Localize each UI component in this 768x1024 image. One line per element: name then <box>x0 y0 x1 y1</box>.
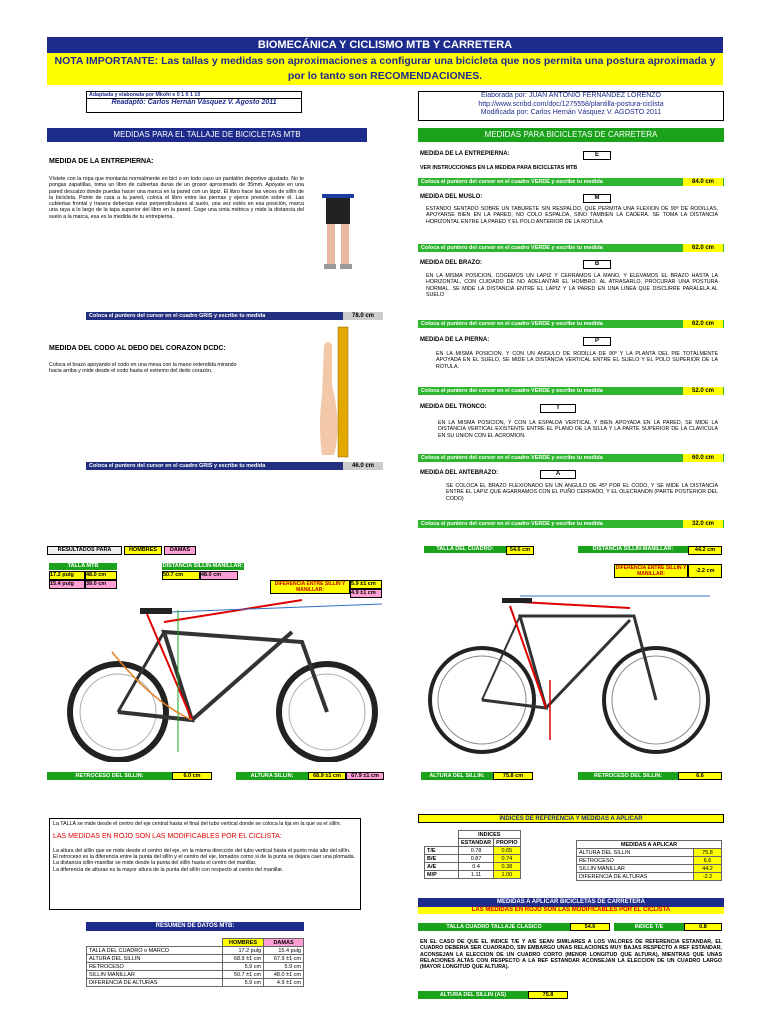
summary-col-damas: DAMAS <box>264 939 304 947</box>
talla-h-cm: 48.0 cm <box>85 571 117 580</box>
table-row <box>577 849 722 857</box>
road-pierna-code: P <box>583 337 611 346</box>
indices-label: A/E <box>425 863 459 871</box>
credits-left <box>86 91 302 113</box>
indices-table <box>424 830 521 879</box>
road-pierna-value[interactable]: 52.0 cm <box>683 387 723 395</box>
road-tronco-title: MEDIDA DEL TRONCO: <box>420 404 487 410</box>
dist-road-value: 44.2 cm <box>688 546 722 555</box>
explain-diferencia: La diferencia de alturas es la mayor altura de la punta del sillín con respecto al centro del manillar. <box>53 866 284 873</box>
summary-row-h: 5.9 cm <box>223 979 264 987</box>
road-muslo-code: M <box>583 194 611 203</box>
road-entrepierna-text: VER INSTRUCCIONES EN LA MEDIDA PARA BICICLETAS MTB <box>420 165 578 171</box>
credits-right-line3: Modificada por: Carlos Hernán Vásquez V. AGOSTO 2011 <box>480 109 662 116</box>
altura-mtb-h: 68.9 ±1 cm <box>308 772 346 780</box>
road-muslo-title: MEDIDA DEL MUSLO: <box>420 194 483 200</box>
mtb-entrepierna-value[interactable]: 78.0 cm <box>343 312 383 320</box>
table-row <box>577 865 722 873</box>
talla-d-pulg: 15.4 pulg <box>49 580 85 589</box>
retroceso-road-value: 6.6 <box>678 772 722 780</box>
road-tronco-code: T <box>540 404 576 413</box>
talla-road-value: 54.6 cm <box>506 546 534 555</box>
indices-label: M/P <box>425 871 459 879</box>
credits-left-line1: Adaptada y elaborada por Mkohi s 0 1 0 1 10 <box>87 92 301 99</box>
road-entrepierna-code: E <box>583 151 611 160</box>
mtb-bike-illustration <box>52 592 392 762</box>
rider-legs-illustration <box>318 190 358 280</box>
road-section-header: MEDIDAS PARA BICICLETAS DE CARRETERA <box>418 128 724 142</box>
summary-row-h: 17.2 pulg <box>223 947 264 955</box>
road-brazo-text: EN LA MISMA POSICION, COGEMOS UN LAPIZ Y CERRAMOS LA MANO, Y ELEVAMOS EL BRAZO HASTA LA HORIZONTAL, CON CUIDADO DE NO ADELANTAR EL HOMBRO. AL ATRASARLO, PROCURAR UNA POSTURA NORMAL. SE MIDE LA DISTANCIA ENTRE EL LAPIZ Y LA PARED EN UNA LINEA QUE DISCURRE PARALELA AL SUELO <box>426 273 718 298</box>
apply-value: 44.2 <box>694 865 722 873</box>
dif-mtb-d: 4.9 ±1 cm <box>350 589 382 598</box>
summary-row-h: 68.9 ±1 cm <box>223 955 264 963</box>
road-brazo-instruction: Coloca el puntero del cursor en el cuadro VERDE y escribe tu medida <box>421 321 603 327</box>
indices-label: B/E <box>425 855 459 863</box>
mtb-section-header: MEDIDAS PARA EL TALLAJE DE BICICLETAS MTB <box>47 128 367 142</box>
indices-prop: 0.38 <box>494 863 520 871</box>
mtb-entrepierna-text: Vístete con la ropa que montarás normalmente en bici o en todo caso un pantalón deportivo ajustado. No te pongas zapatillas, toma un libro de cubiertas duras de un grosor aproximado de 35mm. Apóyate en una pared descalzo donde puedas hacer una marca en la pared con un lápiz. El libro hace las veces de sillín de la bicicleta. Ponte de cara a la pared, coloca el libro entre las piernas y ejerce presión sobre él. Las cubiertas frontal y trasera deberían estar perpendiculares al suelo, una vez estés en esa posición, marca una raya a lo largo de la tapa superior del libro en la pared. Coge una cinta métrica y mide la distancia del suelo a la marca, esa es la medida de tu entrepierna. <box>49 176 304 220</box>
road-tronco-value[interactable]: 60.0 cm <box>683 454 723 462</box>
dist-mtb-d: 48.0 cm <box>200 571 238 580</box>
mtb-codo-input-bar <box>86 462 343 470</box>
road-muslo-text: ESTANDO SENTADO SOBRE UN TABURETE SIN RESPALDO, QUE PERMITA UNA FLEXION DE 90º DE RODILLAS, APOYARSE BIEN EN LA PARED, NO COLO ESPALDA, SINO TAMBIEN LA CADERA. SE TOMA LA DISTANCIA HORIZONTAL ENTRE LA PARED Y EL POLO ANTERIOR DE LA ROTULA <box>426 206 718 225</box>
talla-road-label: TALLA DEL CUADRO: <box>424 546 506 553</box>
results-label: RESULTADOS PARA <box>47 546 122 555</box>
road-antebrazo-input-bar <box>418 520 724 528</box>
summary-row-label: RETROCESO <box>87 963 223 971</box>
summary-header-blank <box>87 939 223 947</box>
summary-row-h: 50.7 ±1 cm <box>223 971 264 979</box>
apply-talla-label: TALLA CUADRO TALLAJE CLASICO <box>418 923 570 931</box>
mtb-codo-instruction: Coloca el puntero del cursor en el cuadro GRIS y escribe tu medida <box>89 463 266 469</box>
summary-row-label: TALLA DEL CUADRO o MARCO <box>87 947 223 955</box>
summary-row-label: SILLIN MANILLAR <box>87 971 223 979</box>
indices-prop: 0.74 <box>494 855 520 863</box>
road-tronco-input-bar <box>418 454 724 462</box>
altura-road-value: 75.8 cm <box>493 772 533 780</box>
dist-road-label: DISTANCIA SILLIN-MANILLAR: <box>578 546 688 553</box>
road-tronco-instruction: Coloca el puntero del cursor en el cuadro VERDE y escribe tu medida <box>421 455 603 461</box>
road-muslo-instruction: Coloca el puntero del cursor en el cuadro VERDE y escribe tu medida <box>421 245 603 251</box>
indices-std: 0.87 <box>459 855 494 863</box>
apply-indice-value: 0.8 <box>684 923 722 931</box>
credits-right-line1: Elaborada por: JUAN ANTONIO FERNANDEZ LORENZO <box>481 92 661 99</box>
credits-right-link[interactable]: http://www.scribd.com/doc/1275558/plantilla-postura-ciclista <box>478 100 664 108</box>
page-title: BIOMECÁNICA Y CICLISMO MTB Y CARRETERA <box>47 37 723 53</box>
apply-title: MEDIDAS A APLICAR <box>577 841 722 849</box>
dif-mtb-label: DIFERENCIA ENTRE SILLIN Y MANILLAR: <box>270 580 350 594</box>
mtb-entrepierna-title: MEDIDA DE LA ENTREPIERNA: <box>49 158 154 165</box>
indices-group: INDICES <box>459 831 521 839</box>
talla-mtb-label: TALLA MTB <box>49 563 117 570</box>
important-note: NOTA IMPORTANTE: Las tallas y medidas son aproximaciones a configurar una bicicleta que nos permita una postura aproximada y por lo tanto son RECOMENDACIONES. <box>47 53 723 85</box>
indices-prop: 0.65 <box>494 847 520 855</box>
indices-std: 1.11 <box>459 871 494 879</box>
road-antebrazo-text: SE COLOCA EL BRAZO FLEXIONADO EN UN ANGULO DE 45º POR EL CODO, Y SE MIDE LA DISTANCIA ENTRE EL LAPIZ QUE AGARRAMOS CON EL PUÑO CERRADO, Y EL OLECRANON (PARTE POSTERIOR DEL CODO) <box>446 483 718 502</box>
indices-blank <box>425 831 459 839</box>
road-entrepierna-title: MEDIDA DE LA ENTREPIERNA: <box>420 151 510 157</box>
results-hombres: HOMBRES <box>124 546 162 555</box>
explain-distancia: La distancia sillín-manillar se mide desde la punta del sillín hasta el centro del manillar. <box>53 860 257 867</box>
indices-label: T/E <box>425 847 459 855</box>
apply-value: 75.8 <box>694 849 722 857</box>
indices-std: 0.78 <box>459 847 494 855</box>
apply-label: ALTURA DEL SILLIN <box>577 849 694 857</box>
credits-right <box>418 91 724 121</box>
road-pierna-text: EN LA MISMA POSICION, Y CON UN ANGULO DE RODILLA DE 90º Y LA PLANTA DEL PIE TOTALMENTE APOYADA EN EL SUELO, SE MIDE LA DISTANCIA VERTICAL ENTRE EL SUELO Y EL POLO SUPERIOR DE LA ROTULA. <box>436 351 718 370</box>
summary-row-h: 5.9 cm <box>223 963 264 971</box>
mtb-codo-value[interactable]: 46.0 cm <box>343 462 383 470</box>
road-entrepierna-input-bar <box>418 178 724 186</box>
mtb-codo-title: MEDIDA DEL CODO AL DEDO DEL CORAZON DCDC: <box>49 345 226 352</box>
summary-row-d: 67.9 ±1 cm <box>264 955 304 963</box>
apply-value: 6.6 <box>694 857 722 865</box>
indices-col-prop: PROPIO <box>494 839 520 847</box>
road-pierna-input-bar <box>418 387 724 395</box>
retroceso-road-label: RETROCESO DEL SILLIN: <box>578 772 678 780</box>
explain-talla: La TALLA se mide desde el centro del eje central hasta el final del tubo vertical donde se coloca la tija en la que va el sillín. <box>53 821 342 827</box>
talla-d-cm: 39.0 cm <box>85 580 117 589</box>
altura-mtb-label: ALTURA SILLIN: <box>236 772 308 780</box>
road-antebrazo-instruction: Coloca el puntero del cursor en el cuadro VERDE y escribe tu medida <box>421 521 603 527</box>
dif-mtb-h: 5.9 ±1 cm <box>350 580 382 589</box>
summary-title: RESUMEN DE DATOS MTB: <box>86 922 304 931</box>
retroceso-mtb-value: 6.0 cm <box>172 772 212 780</box>
dif-road-label: DIFERENCIA ENTRE SILLIN Y MANILLAR: <box>615 565 687 577</box>
indices-col-std: ESTANDAR <box>459 839 494 847</box>
summary-col-hombres: HOMBRES <box>223 939 264 947</box>
apply-label: SILLIN MANILLAR <box>577 865 694 873</box>
road-antebrazo-title: MEDIDA DEL ANTEBRAZO: <box>420 470 499 476</box>
explain-altura: La altura del sillín que se mide desde el centro del eje, en la misma dirección del tubo vertical hasta el punto más alto del sillín. <box>53 847 351 854</box>
summary-row-d: 5.9 cm <box>264 963 304 971</box>
road-antebrazo-code: A <box>540 470 576 479</box>
dist-mtb-label: DISTANCIA SILLIN-MANILLAR: <box>162 563 244 569</box>
road-pierna-title: MEDIDA DE LA PIERNA: <box>420 337 490 343</box>
summary-row-d: 4.9 ±1 cm <box>264 979 304 987</box>
summary-table <box>86 938 304 987</box>
apply-road-title: MEDIDAS A APLICAR BICICLETAS DE CARRETERA <box>418 898 724 907</box>
indices-title: INDICES DE REFERENCIA Y MEDIDAS A APLICAR <box>418 814 724 823</box>
mtb-entrepierna-input-bar <box>86 312 343 320</box>
apply-table <box>576 840 722 881</box>
summary-row-label: DIFERENCIA DE ALTURAS <box>87 979 223 987</box>
table-row <box>87 971 304 979</box>
apply-altura-value: 75.8 <box>528 991 568 999</box>
table-row <box>577 873 722 881</box>
apply-altura-label: ALTURA DEL SILLIN (AS) <box>418 991 528 999</box>
table-row <box>87 979 304 987</box>
mtb-codo-text: Coloca el brazo apoyando el codo en una mesa con la mano extendida mirando hacia arriba y mide desde el codo hasta el extremo del dedo corazón. <box>49 362 237 375</box>
road-entrepierna-instruction: Coloca el puntero del cursor en el cuadro VERDE y escribe tu medida <box>421 179 603 185</box>
altura-road-label: ALTURA DEL SILLIN: <box>421 772 493 780</box>
table-row <box>87 947 304 955</box>
explain-retroceso: El retroceso es la diferencia entre la punta del sillín y el centro del eje, tomados como si de la punta se dejara caer una plomada. <box>53 854 356 861</box>
road-tronco-text: EN LA MISMA POSICION, Y CON LA ESPALDA VERTICAL Y BIEN APOYADA EN LA PARED, SE MIDE LA DISTANCIA VERTICAL EXISTENTE ENTRE EL PLANO DE LA SILLA Y LA PARTE SUPERIOR DE LA CLAVICULA EN SU UNION CON EL ACROMION. <box>438 420 718 439</box>
road-brazo-value[interactable]: 62.0 cm <box>683 320 723 328</box>
indices-std: 0.4 <box>459 863 494 871</box>
road-bike-illustration <box>420 580 720 760</box>
apply-value: -2.2 <box>694 873 722 881</box>
table-row <box>425 847 521 855</box>
dif-road-value: -2.2 cm <box>688 564 722 578</box>
summary-row-d: 15.4 pulg <box>264 947 304 955</box>
road-brazo-title: MEDIDA DEL BRAZO: <box>420 260 482 266</box>
road-muslo-value[interactable]: 62.0 cm <box>683 244 723 252</box>
table-row <box>577 857 722 865</box>
table-row <box>425 871 521 879</box>
road-antebrazo-value[interactable]: 32.0 cm <box>683 520 723 528</box>
apply-talla-value: 54.6 <box>570 923 610 931</box>
summary-row-label: ALTURA DEL SILLIN <box>87 955 223 963</box>
explain-red-note: LAS MEDIDAS EN ROJO SON LAS MODIFICABLES POR EL CICLISTA: <box>53 833 282 841</box>
table-row <box>87 963 304 971</box>
road-entrepierna-value[interactable]: 84.0 cm <box>683 178 723 186</box>
table-row <box>425 863 521 871</box>
apply-label: DIFERENCIA DE ALTURAS <box>577 873 694 881</box>
indices-blank2 <box>425 839 459 847</box>
results-damas: DAMAS <box>164 546 196 555</box>
table-row <box>425 855 521 863</box>
forearm-ruler-illustration <box>312 325 362 460</box>
apply-indice-label: INDICE T/E <box>614 923 684 931</box>
mtb-entrepierna-instruction: Coloca el puntero del cursor en el cuadro GRIS y escribe tu medida <box>89 313 266 319</box>
table-row <box>87 955 304 963</box>
apply-label: RETROCESO <box>577 857 694 865</box>
altura-mtb-d: 67.9 ±1 cm <box>346 772 384 780</box>
road-muslo-input-bar <box>418 244 724 252</box>
talla-h-pulg: 17.2 pulg <box>49 571 85 580</box>
explanation-box <box>49 818 361 910</box>
credits-left-line2: Readaptó: Carlos Hernán Vásquez V. Agosto 2011 <box>111 99 277 107</box>
apply-road-red: LAS MEDIDAS EN ROJO SON LAS MODIFICABLES POR EL CICLISTA <box>418 907 724 914</box>
retroceso-mtb-label: RETROCESO DEL SILLIN: <box>47 772 172 780</box>
road-brazo-input-bar <box>418 320 724 328</box>
road-pierna-instruction: Coloca el puntero del cursor en el cuadro VERDE y escribe tu medida <box>421 388 603 394</box>
apply-road-text: EN EL CASO DE QUE EL INDICE T/E Y A/E SEAN SIMILARES A LOS VALORES DE REFERENCIA ESTANDAR, EL CUADRO DEBERIA SER CUADRADO, SIN EMBARGO UNAS RELACIONES MUY BAJAS RESPECTO A REF ESTANDAR, ACONSEJAN LA ELECCION DE UN CUADRO CORTO (MENOR LONGITUD QUE ALTURA), MIENTRAS QUE UNAS RELACIONES ALTAS CON RESPECTO A LA REF ESTANDAR ACONSEJAN LA ELECCION DE UN CUADRO LARGO (MAYOR LONGITUD QUE ALTURA). <box>420 939 722 971</box>
dist-mtb-h: 50.7 cm <box>162 571 200 580</box>
indices-prop: 1.00 <box>494 871 520 879</box>
road-brazo-code: B <box>583 260 611 269</box>
summary-row-d: 48.0 ±1 cm <box>264 971 304 979</box>
